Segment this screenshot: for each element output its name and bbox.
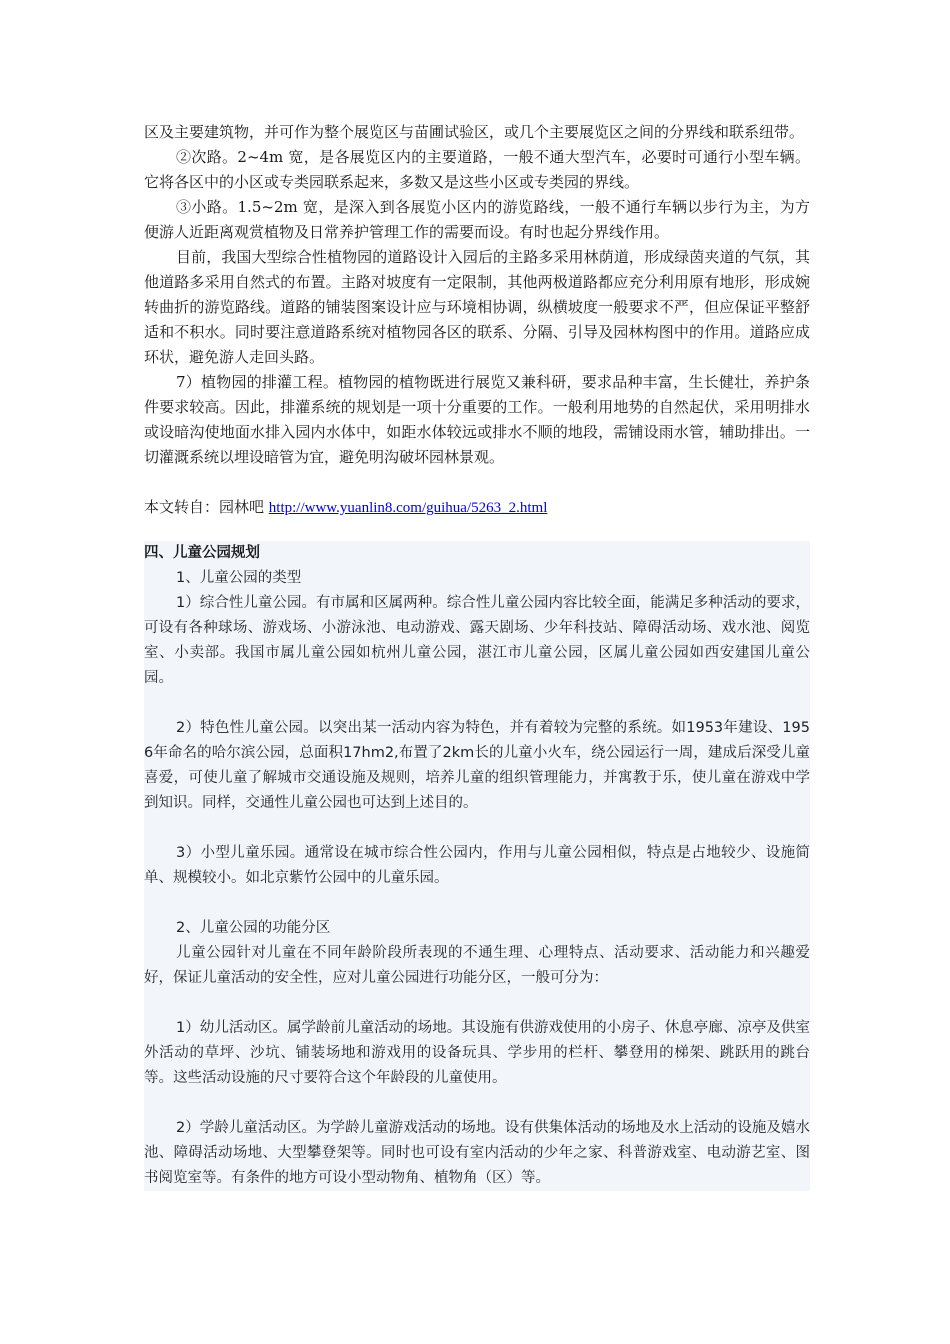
paragraph-small-path: ③小路。1.5~2m 宽，是深入到各展览小区内的游览路线，一般不通行车辆以步行为主，为方便游人近距离观赏植物及日常养护管理工作的需要而设。有时也起分界线作用。 — [144, 198, 810, 241]
paragraph-themed-park: 2）特色性儿童公园。以突出某一活动内容为特色，并有着较为完整的系统。如1953年建设、1956年命名的哈尔滨公园，总面积17hm2,布置了2km长的儿童小火车，绕公园运行一周，建成后深受儿童喜爱，可使儿童了解城市交通设施及规则，培养儿童的组织管理能力，并寓教于乐，使儿童在游戏中学到知识。同样，交通性儿童公园也可达到上述目的。 — [144, 720, 810, 811]
blank-line — [144, 691, 810, 716]
paragraph-comprehensive-park: 1）综合性儿童公园。有市属和区属两种。综合性儿童公园内容比较全面，能满足多种活动的要求，可设有各种球场、游戏场、小游泳池、电动游戏、露天剧场、少年科技站、障碍活动场、戏水池、阅览室、小卖部。我国市属儿童公园如杭州儿童公园，湛江市儿童公园，区属儿童公园如西安建国儿童公园。 — [144, 595, 810, 686]
section-heading: 四、儿童公园规划 — [144, 545, 260, 561]
paragraph-secondary-road: ②次路。2~4m 宽，是各展览区内的主要道路，一般不通大型汽车，必要时可通行小型车辆。它将各区中的小区或专类园联系起来，多数又是这些小区或专类园的界线。 — [144, 148, 810, 191]
source-label: 本文转自：园林吧 — [144, 498, 265, 516]
paragraph-school-age-zone: 2）学龄儿童活动区。为学龄儿童游戏活动的场地。设有供集体活动的场地及水上活动的设施及嬉水池、障碍活动场地、大型攀登架等。同时也可设有室内活动的少年之家、科普游戏室、电动游艺室、图书阅览室等。有条件的地方可设小型动物角、植物角（区）等。 — [144, 1120, 810, 1186]
blank-line — [144, 991, 810, 1016]
paragraph-main-road-continued: 区及主要建筑物，并可作为整个展览区与苗圃试验区，或几个主要展览区之间的分界线和联系纽带。 — [144, 123, 805, 141]
blank-line — [144, 1091, 810, 1116]
paragraph-drainage: 7）植物园的排灌工程。植物园的植物既进行展览又兼科研，要求品种丰富，生长健壮，养护条件要求较高。因此，排灌系统的规划是一项十分重要的工作。一般利用地势的自然起伏，采用明排水或设暗沟使地面水排入园内水体中，如距水体较远或排水不顺的地段，需铺设雨水管，辅助排出。一切灌溉系统以埋设暗管为宜，避免明沟破坏园林景观。 — [144, 373, 810, 466]
document-page — [144, 120, 810, 1191]
paragraph-toddler-zone: 1）幼儿活动区。属学龄前儿童活动的场地。其设施有供游戏使用的小房子、休息亭廊、凉亭及供室外活动的草坪、沙坑、铺装场地和游戏用的设备玩具、学步用的栏杆、攀登用的梯架、跳跃用的跳台等。这些活动设施的尺寸要符合这个年龄段的儿童使用。 — [144, 1020, 810, 1086]
source-link[interactable]: http://www.yuanlin8.com/guihua/5263_2.html — [268, 500, 548, 516]
source-line — [144, 495, 810, 521]
paragraph-small-playground: 3）小型儿童乐园。通常设在城市综合性公园内，作用与儿童公园相似，特点是占地较少、设施简单、规模较小。如北京紫竹公园中的儿童乐园。 — [144, 845, 810, 886]
blank-line — [144, 816, 810, 841]
subheading-park-types: 1、儿童公园的类型 — [176, 570, 302, 586]
paragraph-road-layout: 目前，我国大型综合性植物园的道路设计入园后的主路多采用林荫道，形成绿茵夹道的气氛，其他道路多采用自然式的布置。主路对坡度有一定限制，其他两极道路都应充分利用原有地形，形成婉转曲折的游览路线。道路的铺装图案设计应与环境相协调，纵横坡度一般要求不严，但应保证平整舒适和不积水。同时要注意道路系统对植物园各区的联系、分隔、引导及园林构图中的作用。道路应成环状，避免游人走回头路。 — [144, 248, 810, 366]
blank-line — [144, 891, 810, 916]
children-park-section — [144, 541, 810, 1191]
subheading-functional-zones: 2、儿童公园的功能分区 — [176, 920, 331, 936]
paragraph-zoning-intro: 儿童公园针对儿童在不同年龄阶段所表现的不通生理、心理特点、活动要求、活动能力和兴趣爱好，保证儿童活动的安全性，应对儿童公园进行功能分区，一般可分为： — [144, 945, 810, 986]
